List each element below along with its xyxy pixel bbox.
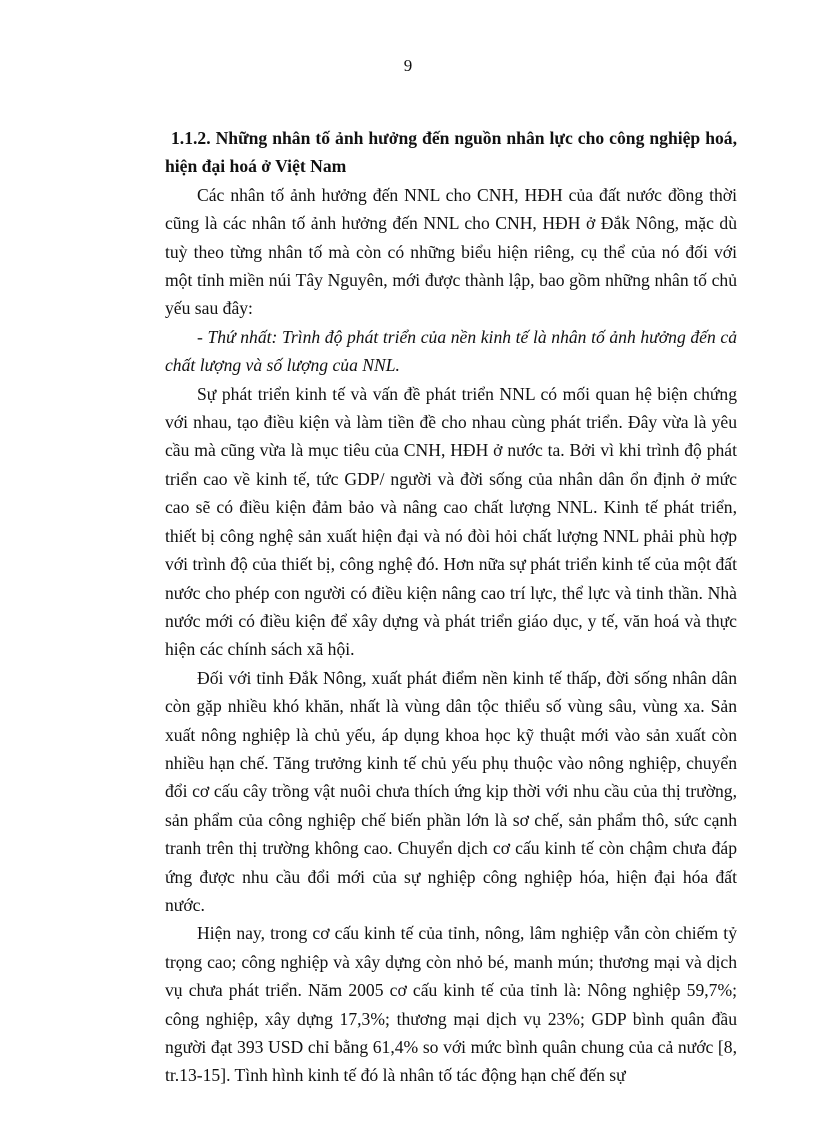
body-paragraph: Sự phát triển kinh tế và vấn đề phát triển NNL có mối quan hệ biện chứng với nhau, tạo điều kiện và làm tiền đề cho nhau cùng phát triển. Đây vừa là yêu cầu mà cũng vừa là mục tiêu của CNH, HĐH ở nước ta. Bởi vì khi trình độ phát triển cao về kinh tế, tức GDP/ người và đời sống của nhân dân ổn định ở mức cao sẽ có điều kiện đảm bảo và nâng cao chất lượng NNL. Kinh tế phát triển, thiết bị công nghệ sản xuất hiện đại và nó đòi hỏi chất lượng NNL phải phù hợp với trình độ của thiết bị, công nghệ đó. Hơn nữa sự phát triển kinh tế của một đất nước cho phép con người có điều kiện nâng cao trí lực, thể lực và tinh thần. Nhà nước mới có điều kiện để xây dựng và phát triển giáo dục, y tế, văn hoá và thực hiện các chính sách xã hội. xyxy=(165,383,737,660)
body-paragraph: Đối với tỉnh Đắk Nông, xuất phát điểm nền kinh tế thấp, đời sống nhân dân còn gặp nhiều khó khăn, nhất là vùng dân tộc thiểu số vùng sâu, vùng xa. Sản xuất nông nghiệp là chủ yếu, áp dụng khoa học kỹ thuật mới vào sản xuất còn nhiều hạn chế. Tăng trưởng kinh tế chủ yếu phụ thuộc vào nông nghiệp, chuyển đổi cơ cấu cây trồng vật nuôi chưa thích ứng kịp thời với nhu cầu của thị trường, sản phẩm của công nghiệp chế biến phần lớn là sơ chế, sản phẩm thô, sức cạnh tranh trên thị trường không cao. Chuyển dịch cơ cấu kinh tế còn chậm chưa đáp ứng được nhu cầu đổi mới của sự nghiệp công nghiệp hóa, hiện đại hóa đất nước. xyxy=(165,667,737,915)
body-paragraph: Hiện nay, trong cơ cấu kinh tế của tỉnh, nông, lâm nghiệp vẫn còn chiếm tỷ trọng cao; công nghiệp và xây dựng còn nhỏ bé, manh mún; thương mại và dịch vụ chưa phát triển. Năm 2005 cơ cấu kinh tế của tỉnh là: Nông nghiệp 59,7%; công nghiệp, xây dựng 17,3%; thương mại dịch vụ 23%; GDP bình quân đầu người đạt 393 USD chỉ bằng 61,4% so với mức bình quân chung của cả nước [8, tr.13-15]. Tình hình kinh tế đó là nhân tố tác động hạn chế đến sự xyxy=(165,923,737,1086)
italic-point: - Thứ nhất: Trình độ phát triển của nền kinh tế là nhân tố ảnh hưởng đến cả chất lượng và số lượng của NNL. xyxy=(165,326,737,376)
body-paragraph: Các nhân tố ảnh hưởng đến NNL cho CNH, HĐH của đất nước đồng thời cũng là các nhân tố ảnh hưởng đến NNL cho CNH, HĐH ở Đắk Nông, mặc dù tuỳ theo từng nhân tố mà còn có những biểu hiện riêng, cụ thể của nó đối với một tỉnh miền núi Tây Nguyên, mới được thành lập, bao gồm những nhân tố chủ yếu sau đây: xyxy=(165,184,737,319)
section-heading: 1.1.2. Những nhân tố ảnh hưởng đến nguồn nhân lực cho công nghiệp hoá, hiện đại hoá ở Việt Nam xyxy=(165,128,737,177)
page-content xyxy=(165,124,737,1090)
page-number: 9 xyxy=(403,56,413,75)
